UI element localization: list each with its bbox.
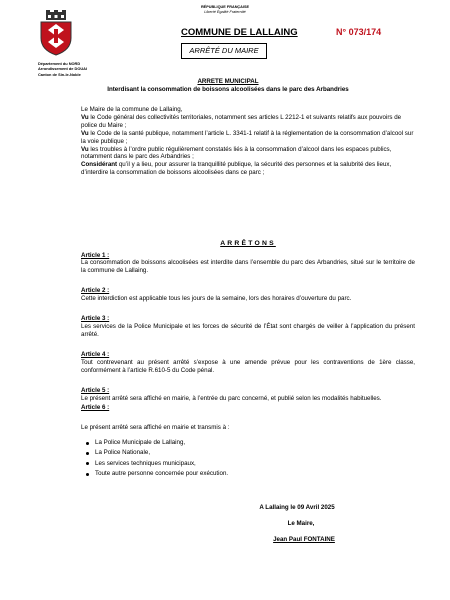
article-4-body: Tout contrevenant au présent arrêté s’expose à une amende prévue pour les contraventions de 1ère classe, conformément à l’article R.610-5 du Code pénal. [81, 359, 415, 374]
recipients-list [86, 438, 228, 479]
preamble-item [81, 161, 415, 177]
bullet-icon [86, 442, 89, 445]
commune-coat-of-arms-logo [38, 10, 74, 56]
article-6-title: Article 6 : [81, 404, 110, 411]
republic-label: RÉPUBLIQUE FRANÇAISE [200, 5, 250, 9]
article-4-title: Article 4 : [81, 351, 110, 358]
list-item: La Police Nationale, [86, 448, 228, 458]
preamble-item [81, 114, 415, 130]
administrative-info [38, 61, 87, 77]
signature-place-date: A Lallaing le 09 Avril 2025 [259, 504, 335, 511]
republic-motto: Liberté Égalité Fraternité [204, 10, 246, 14]
bullet-icon [86, 473, 89, 476]
preamble-lead: Vu [81, 145, 89, 153]
article-5-body: Le présent arrêté sera affiché en mairie, à l’entrée du parc concerné, et publié selon les modalités habituelles. [81, 395, 382, 402]
arrete-number: N° 073/174 [336, 27, 382, 37]
arrete-title-line1: ARRETE MUNICIPAL [197, 78, 259, 85]
article-3-body: Les services de la Police Municipale et les forces de sécurité de l’État sont chargés de veiller à l’application du présent arrêté. [81, 323, 415, 338]
preamble-intro: Le Maire de la commune de Lallaing, [81, 106, 183, 113]
article-2-title: Article 2 : [81, 287, 110, 294]
list-item: Toute autre personne concernée pour exécution. [86, 469, 228, 479]
bullet-icon [86, 452, 89, 455]
signature-name: Jean Paul FONTAINE [273, 536, 335, 543]
preamble-lead: Considérant [81, 161, 118, 169]
document-type-box: ARRÊTÉ DU MAIRE [181, 43, 267, 59]
article-5-title: Article 5 : [81, 387, 110, 394]
article-3-title: Article 3 : [81, 315, 110, 322]
admin-department: Département du NORD [38, 61, 81, 66]
preamble-text: qu’il y a lieu, pour assurer la tranquillité publique, la sécurité des personnes et la salubrité des lieux, d’interdire la consommation de boissons alcoolisées dans ce parc ; [81, 161, 392, 177]
bullet-icon [86, 462, 89, 465]
preamble-lead: Vu [81, 129, 89, 137]
republic-header [175, 5, 275, 15]
admin-arrondissement: Arrondissement de DOUAI [38, 66, 88, 72]
preamble [81, 106, 415, 177]
commune-name: COMMUNE DE LALLAING [181, 27, 298, 38]
preamble-text: le Code de la santé publique, notamment l’article L. 3341-1 relatif à la réglementation de la consommation d’alcool sur la voie publique ; [81, 129, 414, 145]
article-2-body: Cette interdiction est applicable tous les jours de la semaine, lors des horaires d’ouverture du parc. [81, 295, 352, 302]
arrete-title [38, 78, 418, 94]
article-1-body: La consommation de boissons alcoolisées est interdite dans l’ensemble du parc des Arbandries, situé sur le territoire de la commune de Lallaing. [81, 259, 415, 274]
arrete-title-line2: Interdisant la consommation de boissons alcoolisées dans le parc des Arbandries [107, 86, 349, 93]
preamble-item [81, 130, 415, 146]
preamble-lead: Vu [81, 113, 89, 121]
preamble-text: les troubles à l’ordre public régulièrement constatés liés à la consommation d’alcool dans les espaces publics, notamment dans le parc des Arbandries ; [81, 145, 392, 161]
preamble-item [81, 146, 415, 162]
signature-role: Le Maire, [287, 520, 315, 527]
arretons-heading: ARRÊTONS [220, 240, 276, 247]
preamble-text: le Code général des collectivités territoriales, notamment ses articles L 2212-1 et suivants relatifs aux pouvoirs de police du Maire ; [81, 113, 402, 129]
list-item: La Police Municipale de Lallaing, [86, 438, 228, 448]
list-item: Les services techniques municipaux, [86, 459, 228, 469]
article-6-body: Le présent arrêté sera affiché en mairie et transmis à : [81, 424, 230, 431]
admin-canton: Canton de Sin-le-Noble [38, 71, 81, 77]
article-1-title: Article 1 : [81, 252, 110, 259]
